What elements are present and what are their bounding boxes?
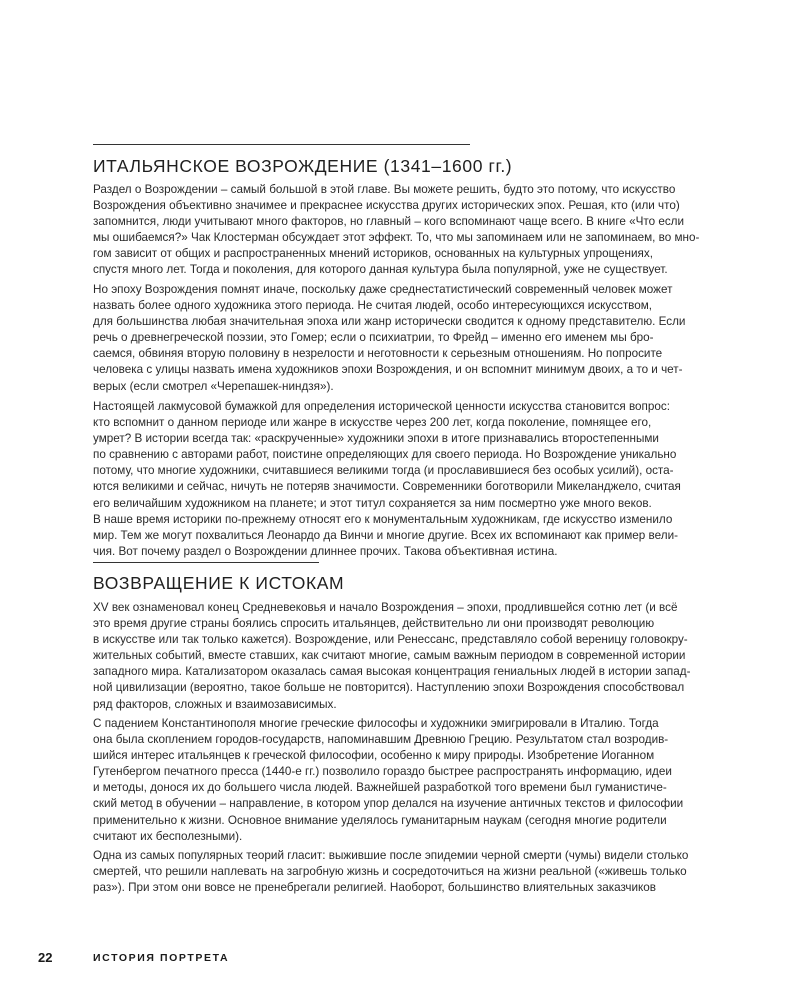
text-line: его величайшим художником на планете; и этот титул сохраняется за ним посмертно уже много веков. bbox=[93, 496, 652, 510]
text-line: считают их бесполезными). bbox=[93, 829, 243, 843]
text-line: спустя много лет. Тогда и поколения, для которого данная культура была популярной, уже не существует. bbox=[93, 263, 668, 277]
text-line: человека с улицы назвать имена художников эпохи Возрождения, и он вспомнит минимум двоих, а то и чет- bbox=[93, 363, 683, 377]
paragraph bbox=[93, 182, 705, 279]
text-line: саемся, обвиняя вторую половину в незрелости и неготовности к серьезным отношениям. Но попросите bbox=[93, 347, 663, 361]
text-line: Настоящей лакмусовой бумажкой для определения исторической ценности искусства становится вопрос: bbox=[93, 400, 670, 413]
paragraph bbox=[93, 848, 705, 896]
text-line: умрет? В истории всегда так: «раскрученные» художники эпохи в итоге признавались второстепенными bbox=[93, 432, 659, 446]
text-line: запомнится, люди учитывают много факторов, но главный – кого вспоминают чаще всего. В книге «Что если bbox=[93, 215, 685, 229]
text-line: по сравнению с авторами работ, поистине определяющих для своего периода. Но Возрождение уникально bbox=[93, 448, 677, 462]
page-number: 22 bbox=[38, 950, 53, 965]
text-line: и методы, донося их до большего числа людей. Важнейшей разработкой того времени был гуманистиче- bbox=[93, 781, 667, 795]
text-line: ряд факторов, сложных и взаимозависимых. bbox=[93, 697, 337, 711]
text-line: ский метод в обучении – направление, в котором упор делался на изучение античных текстов и философии bbox=[93, 797, 684, 811]
text-line: мир. Тем же могут похвалиться Леонардо да Винчи и многие другие. Всех их вспоминают как пример вели- bbox=[93, 528, 678, 542]
text-line: чия. Вот почему раздел о Возрождении длиннее прочих. Такова объективная истина. bbox=[93, 544, 558, 558]
paragraph bbox=[93, 282, 705, 395]
text-line: шийся интерес итальянцев к греческой философии, особенно к миру природы. Изобретение Иоганном bbox=[93, 749, 655, 763]
text-line: для большинства любая значительная эпоха или жанр исторически сводится к одному представителю. Если bbox=[93, 315, 686, 329]
text-line: гом зависит от общих и распространенных мнений историков, основанных на культурных упрощениях, bbox=[93, 247, 653, 261]
text-line: С падением Константинополя многие греческие философы и художники эмигрировали в Италию. Тогда bbox=[93, 717, 659, 730]
text-line: Одна из самых популярных теорий гласит: выжившие после эпидемии черной смерти (чумы) видели столько bbox=[93, 849, 689, 862]
section-divider bbox=[93, 144, 470, 145]
text-line: мы ошибаемся?» Чак Клостерман обсуждает этот эффект. То, что мы запоминаем или не запоминаем, во мно- bbox=[93, 231, 700, 245]
text-line: ной цивилизации (вероятно, такое больше не повторится). Наступлению эпохи Возрождения способствовал bbox=[93, 681, 685, 695]
text-line: применительно к жизни. Основное внимание уделялось гуманитарным наукам (сегодня многие родители bbox=[93, 813, 667, 827]
section-divider bbox=[93, 562, 319, 563]
text-line: западного мира. Катализатором оказалась самая высокая концентрация гениальных людей в истории запад- bbox=[93, 665, 691, 679]
text-line: назвать более одного художника этого периода. Не считая людей, особо интересующихся искусством, bbox=[93, 299, 653, 313]
text-line: В наше время историки по-прежнему относят его к монументальным художникам, где искусство изменило bbox=[93, 512, 673, 526]
text-line: кто вспомнит о данном периоде или жанре в искусстве через 200 лет, когда поколение, помнящее его, bbox=[93, 416, 652, 430]
text-line: Но эпоху Возрождения помнят иначе, поскольку даже среднестатистический современный человек может bbox=[93, 283, 673, 296]
text-line: верых (если смотрел «Черепашек-ниндзя»). bbox=[93, 379, 334, 393]
text-line: Гутенбергом печатного пресса (1440-е гг.) позволило гораздо быстрее распространять информацию, идеи bbox=[93, 765, 672, 779]
text-line: в искусстве или так только кажется). Возрождение, или Ренессанс, представляло собой вереницу головокру- bbox=[93, 633, 688, 647]
text-line: это время другие страны боялись спросить итальянцев, действительно ли они производят революцию bbox=[93, 617, 655, 631]
running-footer-title: ИСТОРИЯ ПОРТРЕТА bbox=[93, 952, 230, 964]
text-line: смертей, что решили наплевать на загробную жизнь и сосредоточиться на жизни реальной («живешь только bbox=[93, 865, 687, 879]
section-heading-return-to-origins: ВОЗВРАЩЕНИЕ К ИСТОКАМ bbox=[93, 573, 345, 593]
paragraph bbox=[93, 600, 705, 713]
paragraph bbox=[93, 716, 705, 845]
text-line: она была скоплением городов-государств, напоминавшим Древнюю Грецию. Результатом стал возродив- bbox=[93, 733, 669, 747]
paragraph bbox=[93, 399, 705, 560]
text-line: жительных событий, вместе ставших, как считают многие, самым важным периодом в современной истории bbox=[93, 649, 686, 663]
text-line: раз»). При этом они вовсе не пренебрегали религией. Наоборот, большинство влиятельных заказчиков bbox=[93, 881, 656, 895]
text-line: Раздел о Возрождении – самый большой в этой главе. Вы можете решить, будто это потому, что искусство bbox=[93, 183, 676, 196]
text-line: Возрождения объективно значимее и прекраснее искусства других исторических эпох. Решая, кто (или что) bbox=[93, 199, 680, 213]
text-line: потому, что многие художники, считавшиеся великими тогда (и прославившиеся без особых усилий), оста- bbox=[93, 464, 674, 478]
text-line: речь о древнегреческой поэзии, это Гомер; если о психиатрии, то Фрейд – именно его именем мы бро- bbox=[93, 331, 654, 345]
text-line: ются великими и сейчас, ничуть не потеряв значимости. Современники боготворили Микеланджело, считая bbox=[93, 480, 681, 494]
section-heading-italian-renaissance: ИТАЛЬЯНСКОЕ ВОЗРОЖДЕНИЕ (1341–1600 гг.) bbox=[93, 156, 513, 176]
text-line: XV век ознаменовал конец Средневековья и начало Возрождения – эпохи, продлившейся сотню лет (и всё bbox=[93, 601, 678, 614]
